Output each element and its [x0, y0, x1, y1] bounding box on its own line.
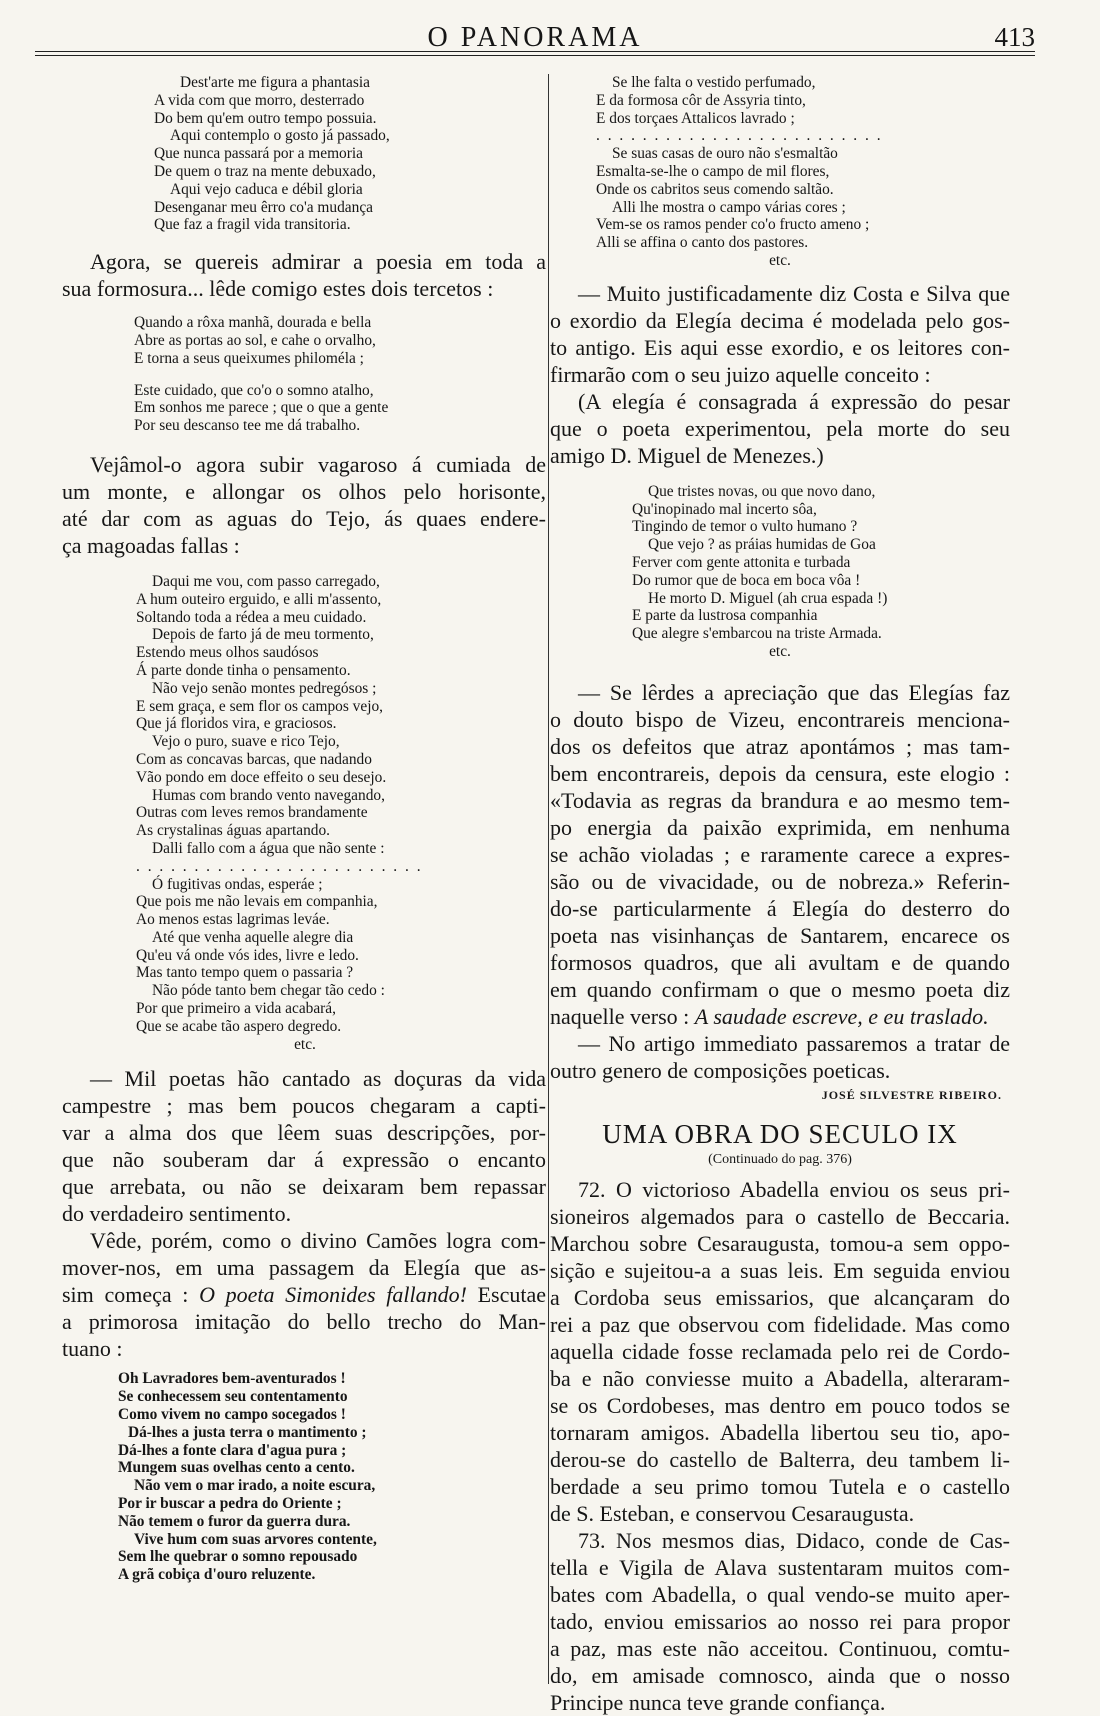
text-line: — Muito justificadamente diz Costa e Silva que	[578, 280, 1010, 306]
text-line: to antigo. Eis aqui esse exordio, e os leitores con-	[550, 334, 1010, 360]
verse-line: Em sonhos me parece ; que o que a gente	[134, 399, 389, 417]
verse-line: E sem graça, e sem flor os campos vejo,	[136, 697, 384, 715]
verse-line: Não temem o furor da guerra dura.	[118, 1512, 351, 1530]
ellipsis-line: . . . . . . . . . . . . . . . . . . . . . . . . .	[136, 857, 423, 875]
text-line: outro genero de composições poeticas.	[550, 1057, 891, 1083]
text-line: Vejâmol-o agora subir vagaroso á cumiada de	[90, 451, 546, 477]
verse-line: Vive hum com suas arvores contente,	[134, 1530, 377, 1548]
verse-block-right-2	[632, 483, 1010, 661]
verse-line: Qu'inopinado mal incerto sôa,	[632, 500, 817, 518]
text-line: se os Cordobeses, mas dentro em pouco todos se	[550, 1392, 1010, 1418]
article-continuation-note: (Continuado do pag. 376)	[708, 1151, 852, 1167]
author-signature: JOSÉ SILVESTRE RIBEIRO.	[821, 1087, 1002, 1102]
text-line: do, em amisade comnosco, ainda que o nosso	[550, 1662, 1010, 1688]
ellipsis-line: . . . . . . . . . . . . . . . . . . . . . . . . .	[596, 127, 883, 145]
verse-line: Que alegre s'embarcou na triste Armada.	[632, 625, 882, 643]
text-line: bem encontrareis, depois da censura, este elogio :	[550, 760, 1010, 786]
paragraph-camoes	[62, 1227, 546, 1362]
verse-line: Ferver com gente attonita e turbada	[632, 553, 851, 571]
text-line: «Todavia as regras da brandura e ao mesmo tem-	[550, 787, 1010, 813]
text-line: — No artigo immediato passaremos a tratar de	[578, 1030, 1010, 1056]
text-line: que o poeta experimentou, pela morte do seu	[550, 415, 1010, 441]
elegy-title-quote: O poeta Simonides fallando!	[199, 1282, 467, 1308]
paragraph-73	[550, 1527, 1010, 1716]
verse-line: Este cuidado, que co'o o somno atalho,	[134, 381, 374, 399]
paragraph-intro-tercets	[62, 248, 546, 302]
text-line: 73. Nos mesmos dias, Didaco, conde de Cas-	[578, 1527, 1010, 1553]
text-line: são ou de vivacidade, ou de nobreza.» Referin-	[550, 868, 1010, 894]
page-header	[35, 20, 1035, 53]
journal-title: O PANORAMA	[427, 22, 643, 53]
text-line	[62, 1281, 546, 1308]
text-line: formosos quadros, que ali avultam e de quando	[550, 949, 1010, 975]
verse-line: Vão pondo em doce effeito o seu desejo.	[136, 768, 387, 786]
text-line: (A elegía é consagrada á expressão do pesar	[578, 388, 1010, 414]
text-line: aquella cidade fosse reclamada pelo rei de Cordo-	[550, 1338, 1010, 1364]
text-line: que arrebata, ou não se deixaram bem repassar	[62, 1174, 546, 1200]
verse-line: Por ir buscar a pedra do Oriente ;	[118, 1495, 342, 1513]
text-line: Agora, se quereis admirar a poesia em toda a	[90, 249, 546, 275]
text-line: tornaram amigos. Abadella libertou seu tio, apo-	[550, 1419, 1010, 1445]
verse-line: Que nunca passará por a memoria	[154, 145, 363, 163]
text-line: — Se lêrdes a apreciação que das Elegías faz	[578, 679, 1010, 705]
verse-line: Vejo o puro, suave e rico Tejo,	[152, 733, 340, 751]
verse-line: Que já floridos vira, e graciosos.	[136, 715, 337, 733]
verse-line: Humas com brando vento navegando,	[152, 786, 385, 804]
verse-line: Quando a rôxa manhã, dourada e bella	[134, 314, 372, 332]
paragraph-72	[550, 1176, 1010, 1527]
verse-line: Desenganar meu êrro co'a mudança	[154, 198, 373, 216]
verse-line: A hum outeiro erguido, e alli m'assento,	[136, 590, 382, 608]
verse-block-1	[154, 74, 546, 234]
verse-line: Á parte donde tinha o pensamento.	[136, 661, 351, 679]
etc-mark: etc.	[294, 1035, 316, 1053]
text-fragment: Escutae	[477, 1282, 546, 1308]
verse-line: E dos torçaes Attalicos lavrado ;	[596, 109, 795, 127]
verse-line: Que pois me não levais em companhia,	[136, 893, 378, 911]
paragraph-mil-poetas	[62, 1065, 546, 1227]
verse-line: Não vem o mar irado, a noite escura,	[134, 1477, 376, 1495]
text-line: sição e sujeitou-a a suas leis. Em seguida enviou	[550, 1257, 1010, 1283]
verse-line: Do rumor que de boca em boca vôa !	[632, 571, 861, 589]
verse-line: De quem o traz na mente debuxado,	[154, 162, 376, 180]
verse-line: Que se acabe tão aspero degredo.	[136, 1017, 342, 1035]
verse-block-right-1	[596, 74, 1010, 270]
article-title: UMA OBRA DO SECULO IX	[602, 1118, 958, 1149]
text-line: 72. O victorioso Abadella enviou os seus pri-	[578, 1176, 1010, 1202]
verse-line: Alli se affina o canto dos pastores.	[596, 234, 809, 252]
verse-line: Soltando toda a rédea a meu cuidado.	[136, 608, 367, 626]
verse-line: Mas tanto tempo quem o passaria ?	[136, 964, 354, 982]
verse-line: Sem lhe quebrar o somno repousado	[118, 1548, 358, 1566]
verse-line: Aqui vejo caduca e débil gloria	[170, 180, 363, 198]
verse-block-3	[136, 573, 546, 1054]
etc-mark: etc.	[769, 251, 791, 269]
verse-line: Dest'arte me figura a phantasia	[180, 74, 370, 91]
verse-line: A vida com que morro, desterrado	[154, 91, 365, 109]
verse-line: Ao menos estas lagrimas leváe.	[136, 911, 330, 929]
text-line: a paz, mas este não acceitou. Continuou, comtu-	[550, 1635, 1010, 1661]
text-line: mover-nos, em uma passagem da Elegía que as-	[62, 1255, 546, 1281]
verse-line: E torna a seus queixumes philoméla ;	[134, 349, 364, 367]
verse-line: Se suas casas de ouro não s'esmaltão	[612, 145, 838, 163]
text-line: sua formosura... lêde comigo estes dois tercetos :	[62, 276, 494, 302]
verse-line: Onde os cabritos seus comendo saltão.	[596, 180, 834, 198]
verse-line: Do bem qu'em outro tempo possuia.	[154, 109, 377, 127]
text-line: em quando confirmam o que o mesmo poeta diz	[550, 976, 1010, 1002]
text-line: var a alma dos que lêem suas descripções, por-	[62, 1120, 546, 1146]
text-line: ça magoadas fallas :	[62, 532, 240, 558]
verse-line: E da formosa côr de Assyria tinto,	[596, 91, 806, 109]
text-line: tuano :	[62, 1336, 123, 1362]
verse-line: Qu'eu vá onde vós ides, livre e ledo.	[136, 946, 359, 964]
right-column	[550, 74, 1010, 1716]
verse-block-4	[118, 1370, 546, 1584]
text-line: a primorosa imitação do bello trecho do Man-	[62, 1309, 546, 1335]
verse-line: Não vejo senão montes pedregósos ;	[152, 679, 377, 697]
verse-line: He morto D. Miguel (ah crua espada !)	[648, 589, 888, 607]
text-line: rei a paz que observou com fidelidade. Mas como	[550, 1311, 1010, 1337]
verse-line: Esmalta-se-lhe o campo de mil flores,	[596, 162, 830, 180]
text-line: se achão violadas ; e raramente carece a expres-	[550, 841, 1010, 867]
text-line: berdade a seu primo tomou Tutela e o castello	[550, 1473, 1010, 1499]
verse-block-2	[134, 314, 546, 435]
paragraph-bispo-vizeu	[550, 679, 1010, 1084]
text-line: campestre ; mas bem poucos chegaram a capti-	[62, 1093, 546, 1119]
text-line: — Mil poetas hão cantado as doçuras da vida	[90, 1066, 546, 1092]
etc-mark: etc.	[769, 642, 791, 660]
text-line: ba e não conviesse muito a Abadella, alteraram-	[550, 1365, 1010, 1391]
verse-line: Depois de farto já de meu tormento,	[152, 626, 374, 644]
text-line: bates com Abadella, o qual vendo-se muito aper-	[550, 1581, 1010, 1607]
text-line: o douto bispo de Vizeu, encontrareis menciona-	[550, 706, 1010, 732]
text-fragment: naquelle verso :	[550, 1003, 690, 1029]
text-line: o exordio da Elegía decima é modelada pelo gos-	[550, 307, 1010, 333]
verse-line: Até que venha aquelle alegre dia	[152, 928, 354, 946]
left-column	[64, 74, 546, 1584]
verse-line: Que vejo ? as práias humidas de Goa	[648, 536, 876, 554]
verse-line: Por seu descanso tee me dá trabalho.	[134, 417, 361, 435]
text-line: tado, enviou emissarios ao nosso rei para propor	[550, 1608, 1010, 1634]
header-rule-thick	[35, 51, 1035, 52]
text-line: po energia da paixão exprimida, em nenhuma	[550, 814, 1010, 840]
text-line: do-se particularmente á Elegía do desterro do	[550, 895, 1010, 921]
paragraph-costa-silva	[550, 280, 1010, 469]
paragraph-tejo	[62, 451, 546, 559]
verse-line: Dá-lhes a fonte clara d'agua pura ;	[118, 1441, 347, 1459]
text-line: derou-se do castello de Balterra, deu tambem li-	[550, 1446, 1010, 1472]
verse-line: Ó fugitivas ondas, esperáe ;	[152, 875, 323, 893]
text-line: Principe nunca teve grande confiança.	[550, 1689, 886, 1715]
header-rule-thin	[35, 55, 1035, 56]
text-fragment: sim começa :	[62, 1282, 189, 1308]
text-line: a Cordoba seus emissarios, que alcançaram do	[550, 1284, 1010, 1310]
verse-line: Tingindo de temor o vulto humano ?	[632, 518, 858, 536]
verse-line: Se conhecessem seu contentamento	[118, 1388, 348, 1406]
verse-line: Dalli fallo com a água que não sente :	[152, 839, 385, 857]
page-number: 413	[994, 22, 1035, 52]
verse-line: E parte da lustrosa companhia	[632, 607, 818, 625]
verse-line: Vem-se os ramos pender co'o fructo ameno ;	[596, 216, 870, 234]
verse-line: Que tristes novas, ou que novo dano,	[648, 482, 876, 500]
verse-line: Por que primeiro a vida acabará,	[136, 1000, 336, 1018]
verse-line: Não póde tanto bem chegar tão cedo :	[152, 982, 385, 1000]
verse-line: A grã cobiça d'ouro reluzente.	[118, 1566, 316, 1584]
verse-line: Oh Lavradores bem-aventurados !	[118, 1370, 346, 1388]
text-line: amigo D. Miguel de Menezes.)	[550, 442, 824, 468]
verse-line: Estendo meus olhos saudósos	[136, 644, 319, 662]
text-line: até dar com as aguas do Tejo, ás quaes endere-	[62, 505, 546, 531]
verse-line: Se lhe falta o vestido perfumado,	[612, 74, 816, 91]
text-line: de S. Esteban, e conservou Cesaraugusta.	[550, 1500, 915, 1526]
text-line: dos os defeitos que atraz apontámos ; mas tam-	[550, 733, 1010, 759]
verse-line: Mungem suas ovelhas cento a cento.	[118, 1459, 355, 1477]
verse-line: Abre as portas ao sol, e cahe o orvalho,	[134, 331, 376, 349]
text-line: do verdadeiro sentimento.	[62, 1201, 292, 1227]
verse-line: As crystalinas águas apartando.	[136, 822, 331, 840]
verse-line: Como vivem no campo socegados !	[118, 1406, 346, 1424]
text-line: um monte, e allongar os olhos pelo horisonte,	[62, 478, 546, 504]
text-line: tella e Vigila de Alava sustentaram muitos com-	[550, 1554, 1010, 1580]
text-line: Marchou sobre Cesaraugusta, tomou-a sem oppo-	[550, 1230, 1010, 1256]
verse-line: Que faz a fragil vida transitoria.	[154, 216, 351, 234]
verse-quote: A saudade escreve, e eu traslado.	[694, 1003, 989, 1029]
text-line: poeta nas visinhanças de Santarem, encarece os	[550, 922, 1010, 948]
text-line: sioneiros algemados para o castello de Beccaria.	[550, 1203, 1010, 1229]
stanza-gap	[134, 368, 546, 382]
verse-line: Outras com leves remos brandamente	[136, 804, 368, 822]
text-line: que não souberam dar á expressão o encanto	[62, 1147, 546, 1173]
verse-line: Daqui me vou, com passo carregado,	[152, 572, 380, 590]
verse-line: Alli lhe mostra o campo várias cores ;	[612, 198, 846, 216]
verse-line: Dá-lhes a justa terra o mantimento ;	[128, 1423, 367, 1441]
text-line: Vêde, porém, como o divino Camões logra com-	[90, 1228, 546, 1254]
text-line	[550, 1003, 1010, 1030]
text-line: firmarão com o seu juizo aquelle conceito :	[550, 361, 931, 387]
column-divider	[548, 74, 549, 1684]
verse-line: Com as concavas barcas, que nadando	[136, 750, 372, 768]
verse-line: Aqui contemplo o gosto já passado,	[170, 127, 390, 145]
